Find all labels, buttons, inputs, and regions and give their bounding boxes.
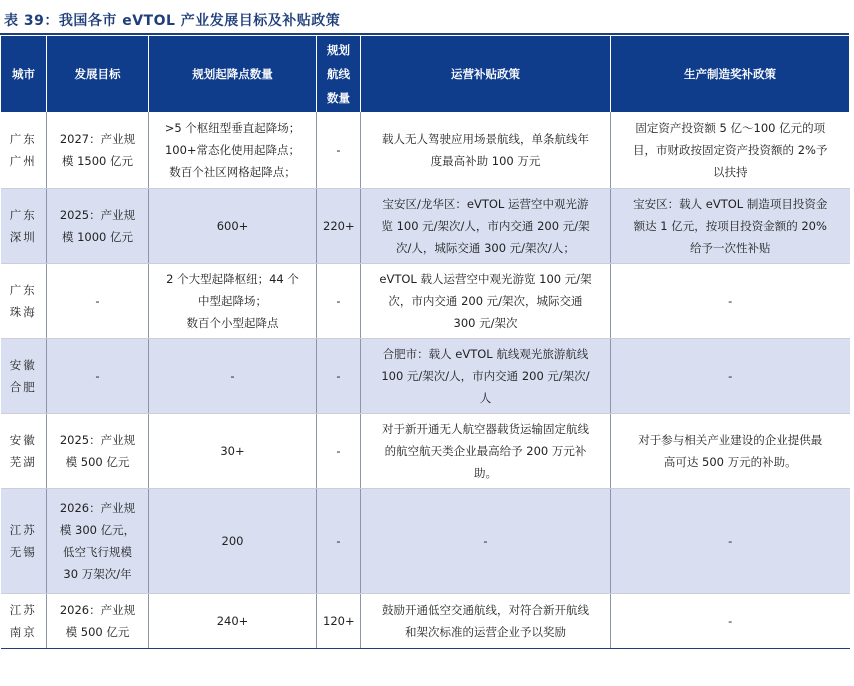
cell-operation bbox=[361, 489, 611, 594]
city-line: 安徽 bbox=[9, 433, 37, 447]
city-line: 广东 bbox=[9, 208, 37, 222]
cell-target-line: 2026：产业规 bbox=[59, 603, 136, 617]
cell-manufacturing bbox=[611, 112, 850, 189]
cell-operation-line: eVTOL 载人运营空中观光游览 100 元/架 bbox=[379, 272, 592, 286]
city-line: 芜湖 bbox=[9, 455, 37, 469]
cell-landing bbox=[149, 112, 317, 189]
cell-landing-line: >5 个枢纽型垂直起降场； bbox=[164, 121, 301, 135]
cell-manufacturing-line: - bbox=[728, 369, 733, 383]
header-operation: 运营补贴政策 bbox=[361, 36, 611, 112]
city-line: 珠海 bbox=[9, 305, 37, 319]
cell-landing-line: 100+常态化使用起降点； bbox=[164, 143, 301, 157]
city-line: 广东 bbox=[9, 132, 37, 146]
cell-landing-line: 240+ bbox=[216, 614, 249, 628]
cell-manufacturing-line: - bbox=[728, 534, 733, 548]
header-routes-line-1: 规划 bbox=[327, 43, 350, 57]
table-row bbox=[1, 594, 850, 649]
cell-target bbox=[47, 414, 149, 489]
city-line: 广州 bbox=[9, 154, 37, 168]
city-line: 广东 bbox=[9, 283, 37, 297]
city-line: 南京 bbox=[9, 625, 37, 639]
cell-city bbox=[1, 489, 47, 594]
cell-operation-line: 300 元/架次 bbox=[453, 316, 518, 330]
cell-manufacturing-line: 额达 1 亿元，按项目投资金额的 20% bbox=[633, 219, 827, 233]
cell-landing-line: - bbox=[230, 369, 235, 383]
cell-manufacturing-line: 以扶持 bbox=[713, 165, 748, 179]
header-manufacturing: 生产制造奖补政策 bbox=[611, 36, 850, 112]
cell-operation-line: 合肥市：载人 eVTOL 航线观光旅游航线 bbox=[382, 347, 589, 361]
city-line: 江苏 bbox=[9, 603, 37, 617]
cell-landing bbox=[149, 594, 317, 649]
cell-target-line: 2027：产业规 bbox=[59, 132, 136, 146]
city-line: 江苏 bbox=[9, 523, 37, 537]
cell-target-line: 2025：产业规 bbox=[59, 433, 136, 447]
cell-landing-line: 2 个大型起降枢纽；44 个 bbox=[166, 272, 299, 286]
cell-target-line: 模 300 亿元， bbox=[59, 523, 136, 537]
header-routes-line-3: 数量 bbox=[327, 91, 350, 105]
cell-operation bbox=[361, 112, 611, 189]
cell-landing-line: 中型起降场； bbox=[198, 294, 267, 308]
cell-manufacturing bbox=[611, 594, 850, 649]
city-line: 深圳 bbox=[9, 230, 37, 244]
cell-city bbox=[1, 112, 47, 189]
cell-operation-line: 助。 bbox=[474, 466, 497, 480]
cell-manufacturing-line: 目，市财政按固定资产投资额的 2%予 bbox=[633, 143, 828, 157]
cell-operation-line: 人 bbox=[479, 391, 492, 405]
cell-landing-line: 30+ bbox=[220, 444, 245, 458]
table-title: 表 39：我国各市 eVTOL 产业发展目标及补贴政策 bbox=[4, 13, 341, 29]
cell-city bbox=[1, 264, 47, 339]
cell-target-line: 模 1000 亿元 bbox=[61, 230, 134, 244]
cell-landing-line: 200 bbox=[221, 534, 244, 548]
cell-routes: - bbox=[317, 414, 361, 489]
cell-target bbox=[47, 264, 149, 339]
cell-manufacturing-line: 对于参与相关产业建设的企业提供最 bbox=[638, 433, 823, 447]
cell-operation bbox=[361, 264, 611, 339]
cell-operation bbox=[361, 414, 611, 489]
cell-manufacturing bbox=[611, 189, 850, 264]
cell-routes: - bbox=[317, 489, 361, 594]
cell-operation-line: - bbox=[483, 534, 488, 548]
cell-target-line: 低空飞行规模 bbox=[63, 545, 132, 559]
cell-target-line: 2026：产业规 bbox=[59, 501, 136, 515]
cell-operation-line: 对于新开通无人航空器载货运输固定航线 bbox=[382, 422, 589, 436]
cell-target-line: - bbox=[95, 369, 100, 383]
cell-landing bbox=[149, 264, 317, 339]
cell-landing bbox=[149, 489, 317, 594]
cell-routes: 220+ bbox=[317, 189, 361, 264]
cell-operation-line: 100 元/架次/人，市内交通 200 元/架次/ bbox=[381, 369, 590, 383]
title-rule bbox=[0, 33, 849, 35]
cell-routes: - bbox=[317, 112, 361, 189]
cell-landing bbox=[149, 339, 317, 414]
cell-operation-line: 鼓励开通低空交通航线，对符合新开航线 bbox=[382, 603, 589, 617]
header-landing: 规划起降点数量 bbox=[149, 36, 317, 112]
cell-city bbox=[1, 594, 47, 649]
table-row bbox=[1, 339, 850, 414]
cell-manufacturing bbox=[611, 414, 850, 489]
cell-operation bbox=[361, 594, 611, 649]
cell-operation bbox=[361, 189, 611, 264]
header-row bbox=[1, 36, 850, 112]
header-city: 城市 bbox=[1, 36, 47, 112]
table-row bbox=[1, 489, 850, 594]
cell-operation-line: 度最高补助 100 万元 bbox=[430, 154, 541, 168]
cell-routes: - bbox=[317, 264, 361, 339]
city-line: 合肥 bbox=[9, 380, 37, 394]
cell-landing-line: 数百个社区网格起降点； bbox=[169, 165, 296, 179]
cell-landing-line: 数百个小型起降点 bbox=[186, 316, 279, 330]
cell-operation-line: 次/人，城际交通 300 元/架次/人； bbox=[396, 241, 575, 255]
cell-landing bbox=[149, 189, 317, 264]
cell-target bbox=[47, 112, 149, 189]
city-line: 无锡 bbox=[9, 545, 37, 559]
cell-routes: 120+ bbox=[317, 594, 361, 649]
cell-operation-line: 宝安区/龙华区：eVTOL 运营空中观光游 bbox=[382, 197, 589, 211]
cell-city bbox=[1, 414, 47, 489]
cell-target-line: 2025：产业规 bbox=[59, 208, 136, 222]
cell-manufacturing-line: - bbox=[728, 294, 733, 308]
cell-target-line: 模 500 亿元 bbox=[65, 625, 130, 639]
cell-operation-line: 载人无人驾驶应用场景航线，单条航线年 bbox=[382, 132, 589, 146]
cell-target-line: 30 万架次/年 bbox=[63, 567, 132, 581]
cell-operation-line: 和架次标准的运营企业予以奖励 bbox=[405, 625, 566, 639]
cell-manufacturing-line: - bbox=[728, 614, 733, 628]
cell-landing bbox=[149, 414, 317, 489]
cell-operation-line: 次，市内交通 200 元/架次，城际交通 bbox=[388, 294, 583, 308]
cell-target bbox=[47, 339, 149, 414]
header-routes bbox=[317, 36, 361, 112]
cell-target bbox=[47, 189, 149, 264]
cell-manufacturing-line: 宝安区：载人 eVTOL 制造项目投资金 bbox=[633, 197, 828, 211]
table-row bbox=[1, 414, 850, 489]
cell-manufacturing-line: 给予一次性补贴 bbox=[690, 241, 771, 255]
city-line: 安徽 bbox=[9, 358, 37, 372]
table-row bbox=[1, 189, 850, 264]
cell-operation-line: 览 100 元/架次/人，市内交通 200 元/架 bbox=[381, 219, 590, 233]
cell-manufacturing-line: 高可达 500 万元的补助。 bbox=[663, 455, 797, 469]
cell-target bbox=[47, 489, 149, 594]
cell-city bbox=[1, 189, 47, 264]
cell-target-line: 模 500 亿元 bbox=[65, 455, 130, 469]
cell-target-line: 模 1500 亿元 bbox=[61, 154, 134, 168]
header-routes-line-2: 航线 bbox=[327, 67, 350, 81]
policy-table bbox=[0, 36, 850, 649]
cell-target bbox=[47, 594, 149, 649]
cell-target-line: - bbox=[95, 294, 100, 308]
table-row bbox=[1, 264, 850, 339]
cell-manufacturing bbox=[611, 339, 850, 414]
cell-manufacturing bbox=[611, 264, 850, 339]
cell-manufacturing-line: 固定资产投资额 5 亿～100 亿元的项 bbox=[635, 121, 826, 135]
cell-manufacturing bbox=[611, 489, 850, 594]
header-target: 发展目标 bbox=[47, 36, 149, 112]
cell-landing-line: 600+ bbox=[216, 219, 249, 233]
cell-routes: - bbox=[317, 339, 361, 414]
cell-operation-line: 的航空航天类企业最高给予 200 万元补 bbox=[384, 444, 587, 458]
cell-city bbox=[1, 339, 47, 414]
cell-operation bbox=[361, 339, 611, 414]
table-row bbox=[1, 112, 850, 189]
